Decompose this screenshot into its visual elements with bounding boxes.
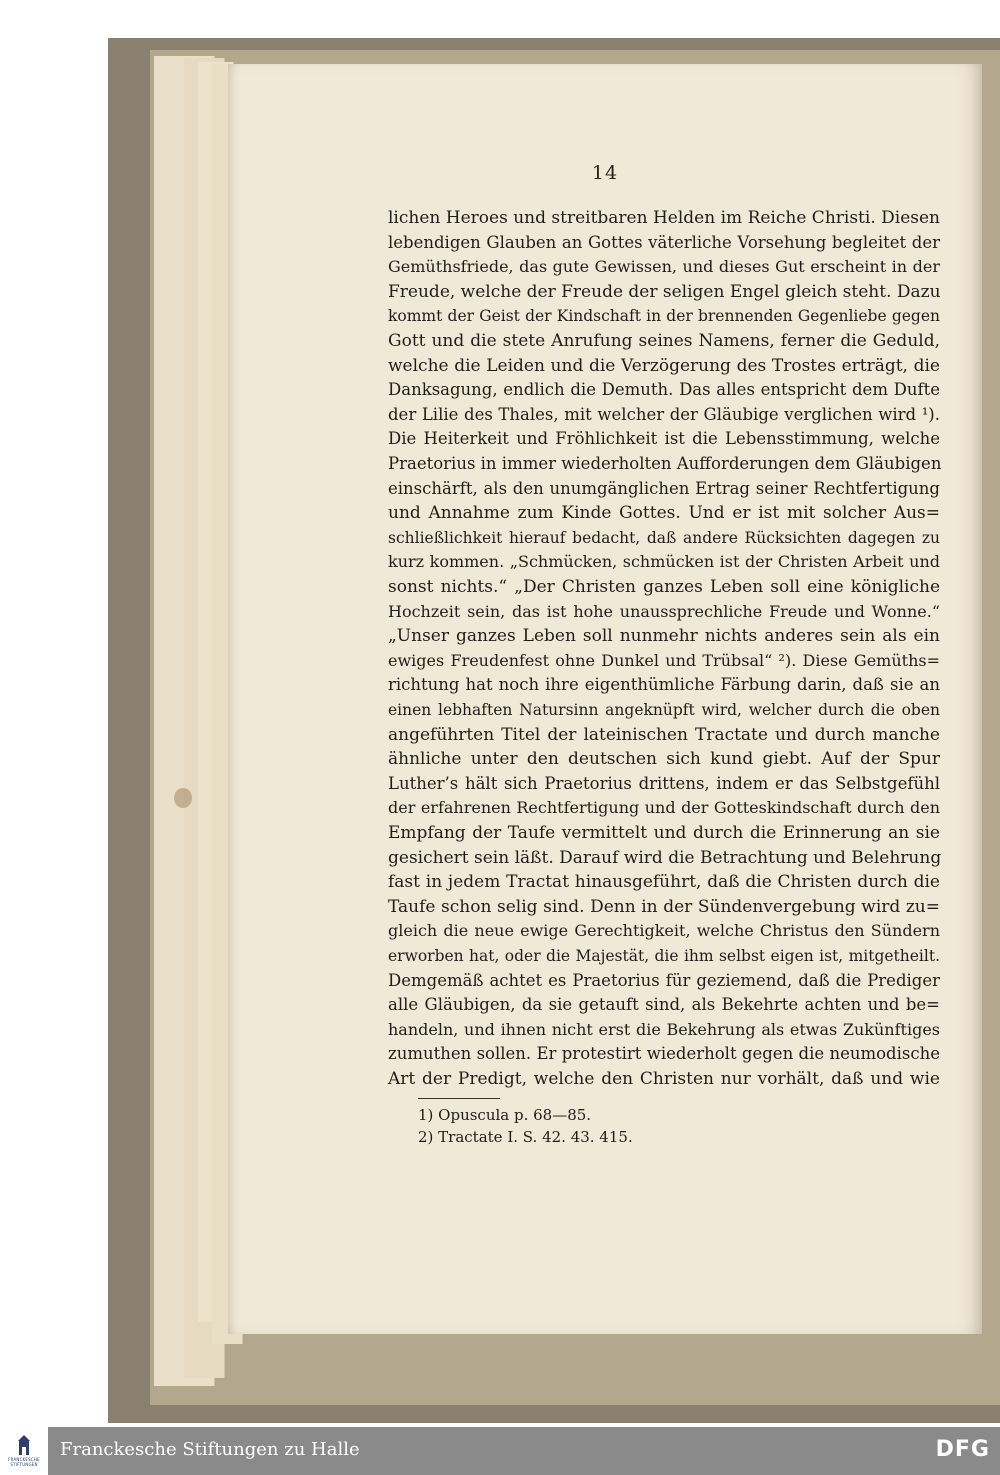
text-line: richtung hat noch ihre eigenthümliche Färbung darin, daß sie an <box>388 675 940 694</box>
text-line: erworben hat, oder die Majestät, die ihm selbst eigen ist, mitgetheilt. <box>388 947 940 965</box>
text-line: gesichert sein läßt. Darauf wird die Betrachtung und Belehrung <box>388 848 942 868</box>
text-line: sonst nichts.“ „Der Christen ganzes Leben soll eine königliche <box>388 577 940 597</box>
text-line: lebendigen Glauben an Gottes väterliche Vorsehung begleitet der <box>388 233 940 252</box>
text-line: ewiges Freudenfest ohne Dunkel und Trübsal“ ²). Diese Gemüths= <box>388 651 940 670</box>
logo-text-line1: FRANCKESCHE <box>8 1457 40 1462</box>
text-line: fast in jedem Tractat hinausgeführt, daß die Christen durch die <box>388 872 940 892</box>
text-line: handeln, und ihnen nicht erst die Bekehrung als etwas Zukünftiges <box>388 1020 940 1039</box>
text-line: der Lilie des Thales, mit welcher der Gläubige verglichen wird ¹). <box>388 405 940 424</box>
text-line: Gott und die stete Anrufung seines Namens, ferner die Geduld, <box>388 331 940 351</box>
institution-logo[interactable] <box>0 1427 48 1475</box>
text-line: Freude, welche der Freude der seligen Engel gleich steht. Dazu <box>388 282 941 302</box>
text-line: kurz kommen. „Schmücken, schmücken ist der Christen Arbeit und <box>388 552 940 571</box>
text-line: ähnliche unter den deutschen sich kund giebt. Auf der Spur <box>388 749 940 769</box>
orphanage-house-icon <box>15 1435 33 1457</box>
dfg-logo[interactable]: DFG <box>935 1437 990 1462</box>
text-line: Taufe schon selig sind. Denn in der Sündenvergebung wird zu= <box>388 897 940 917</box>
text-line: welche die Leiden und die Verzögerung des Trostes erträgt, die <box>388 356 940 376</box>
text-line: kommt der Geist der Kindschaft in der brennenden Gegenliebe gegen <box>388 307 940 325</box>
text-line: Praetorius in immer wiederholten Aufforderungen dem Gläubigen <box>388 454 942 473</box>
text-line: zumuthen sollen. Er protestirt wiederholt gegen die neumodische <box>388 1044 940 1063</box>
text-line: lichen Heroes und streitbaren Helden im Reiche Christi. Diesen <box>388 208 940 228</box>
text-line: alle Gläubigen, da sie getauft sind, als Bekehrte achten und be= <box>388 995 940 1014</box>
text-line: Empfang der Taufe vermittelt und durch die Erinnerung an sie <box>388 823 940 843</box>
text-line: Die Heiterkeit und Fröhlichkeit ist die Lebensstimmung, welche <box>388 429 940 448</box>
text-line: Luther’s hält sich Praetorius drittens, indem er das Selbstgefühl <box>388 774 940 793</box>
text-line: gleich die neue ewige Gerechtigkeit, welche Christus den Sündern <box>388 921 940 940</box>
institution-name[interactable]: Franckesche Stiftungen zu Halle <box>60 1439 360 1460</box>
text-line: Demgemäß achtet es Praetorius für geziemend, daß die Prediger <box>388 971 940 990</box>
footnote-2: 2) Tractate I. S. 42. 43. 415. <box>418 1128 633 1146</box>
text-line: angeführten Titel der lateinischen Tractate und durch manche <box>388 725 940 745</box>
logo-text-line2: STIFTUNGEN <box>10 1462 38 1467</box>
text-line: schließlichkeit hierauf bedacht, daß andere Rücksichten dagegen zu <box>388 529 940 547</box>
text-line: einschärft, als den unumgänglichen Ertrag seiner Rechtfertigung <box>388 479 940 498</box>
text-line: einen lebhaften Natursinn angeknüpft wird, welcher durch die oben <box>388 701 940 719</box>
text-line: „Unser ganzes Leben soll nunmehr nichts anderes sein als ein <box>388 626 940 646</box>
text-line: und Annahme zum Kinde Gottes. Und er ist mit solcher Aus= <box>388 503 940 523</box>
page-number: 14 <box>591 162 619 184</box>
paper-stain <box>174 788 192 808</box>
footnote-1: 1) Opuscula p. 68—85. <box>418 1106 592 1124</box>
text-line: Hochzeit sein, das ist hohe unaussprechliche Freude und Wonne.“ <box>388 602 940 621</box>
viewer-footer-bar <box>0 1427 1000 1475</box>
footnote-rule <box>418 1098 500 1099</box>
text-line: Art der Predigt, welche den Christen nur vorhält, daß und wie <box>388 1069 940 1089</box>
text-line: Gemüthsfriede, das gute Gewissen, und dieses Gut erscheint in der <box>388 257 940 276</box>
text-line: der erfahrenen Rechtfertigung und der Gotteskindschaft durch den <box>388 798 940 817</box>
text-line: Danksagung, endlich die Demuth. Das alles entspricht dem Dufte <box>388 380 940 399</box>
